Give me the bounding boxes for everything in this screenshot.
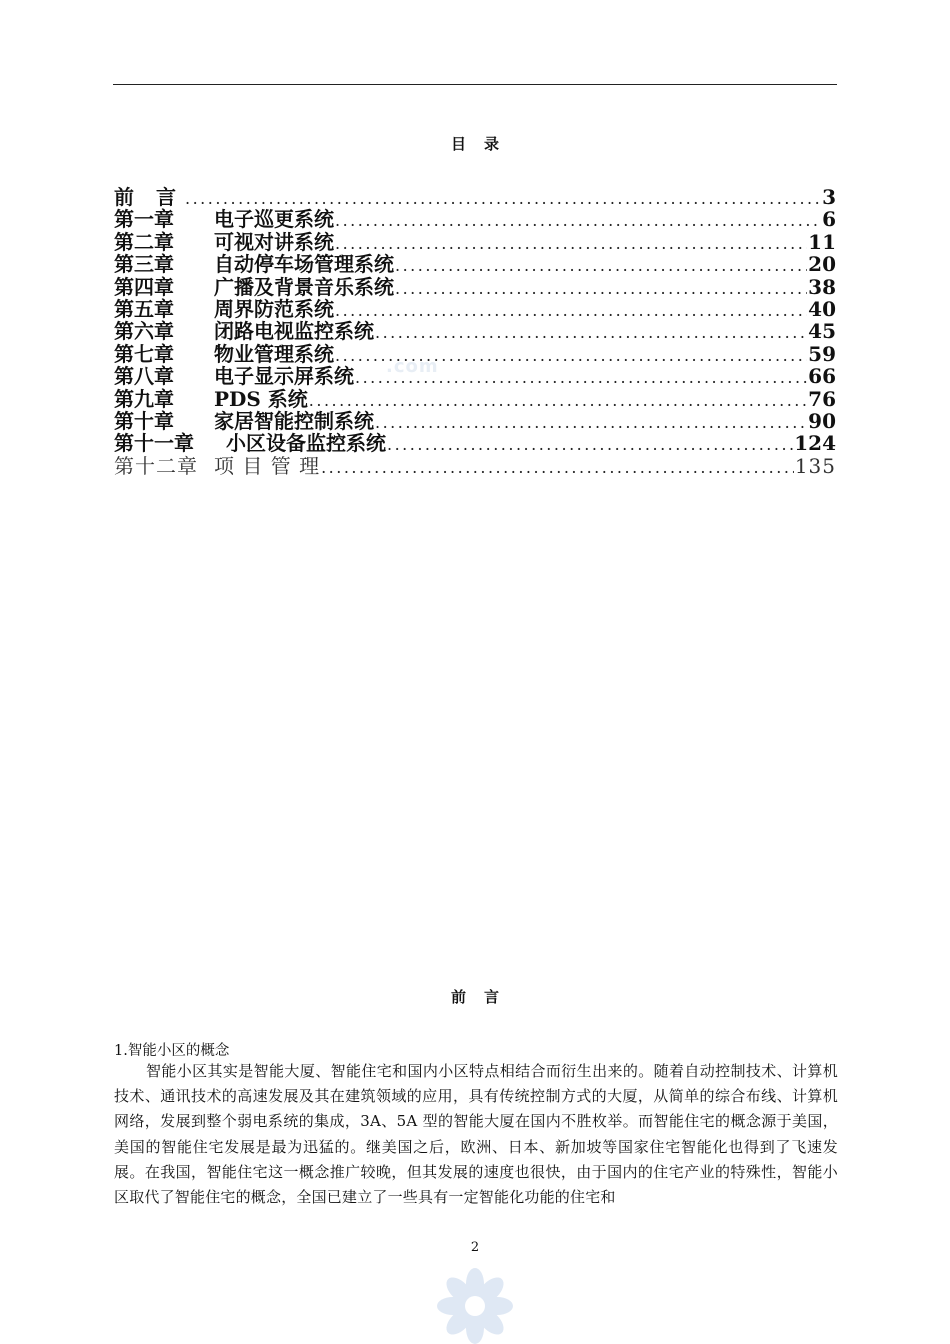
toc-title: 可视对讲系统 xyxy=(214,230,334,254)
toc-leader xyxy=(387,434,793,454)
toc-page-number: 124 xyxy=(794,432,836,455)
toc-title: 家居智能控制系统 xyxy=(214,409,374,433)
toc-entry[interactable] xyxy=(114,388,836,410)
table-of-contents xyxy=(114,186,836,477)
toc-chapter: 第三章 xyxy=(114,253,174,276)
toc-leader xyxy=(395,278,807,298)
toc-chapter: 第二章 xyxy=(114,230,174,254)
toc-leader xyxy=(375,322,807,342)
toc-page-number: 76 xyxy=(808,387,836,410)
toc-leader xyxy=(309,390,807,410)
toc-title: 周界防范系统 xyxy=(214,297,334,321)
toc-heading: 目录 xyxy=(450,135,517,153)
toc-page-number: 59 xyxy=(808,342,836,366)
toc-entry[interactable] xyxy=(114,208,836,230)
toc-chapter: 第五章 xyxy=(114,297,174,321)
snowflake-logo-icon xyxy=(430,1262,520,1344)
toc-leader xyxy=(335,233,807,253)
toc-title: 小区设备监控系统 xyxy=(226,432,386,455)
toc-title: 自动停车场管理系统 xyxy=(214,253,394,276)
toc-chapter: 第七章 xyxy=(114,342,174,366)
toc-chapter: 前言 xyxy=(114,186,198,209)
toc-chapter: 第八章 xyxy=(114,365,174,388)
preface-paragraph: 智能小区其实是智能大厦、智能住宅和国内小区特点相结合而衍生出来的。随着自动控制技术、计算机技术、通讯技术的高速发展及其在建筑领域的应用，具有传统控制方式的大厦，从简单的综合布线、计算机网络，发展到整个弱电系统的集成，3A、5A 型的智能大厦在国内不胜枚举。而智能住宅的概念源于美国，美国的智能住宅发展是最为迅猛的。继美国之后，欧洲、日本、新加坡等国家住宅智能化也得到了飞速发展。在我国，智能住宅这一概念推广较晚，但其发展的速度也很快，由于国内的住宅产业的特殊性，智能小区取代了智能住宅的概念，全国已建立了一些具有一定智能化功能的住宅和 xyxy=(114,1062,838,1207)
toc-chapter: 第九章 xyxy=(114,387,174,410)
toc-page-number: 38 xyxy=(808,275,836,298)
toc-entry[interactable] xyxy=(114,253,836,275)
section-title: 1.智能小区的概念 xyxy=(114,1043,230,1059)
header-rule xyxy=(113,84,837,85)
toc-chapter: 第四章 xyxy=(114,275,174,298)
toc-page-number: 11 xyxy=(808,230,836,254)
toc-title: 电子巡更系统 xyxy=(214,208,334,231)
toc-entry[interactable] xyxy=(114,410,836,432)
toc-entry[interactable] xyxy=(114,343,836,365)
toc-leader xyxy=(335,300,807,320)
toc-title: PDS 系统 xyxy=(214,387,308,410)
toc-title: 物业管理系统 xyxy=(214,342,334,366)
toc-leader xyxy=(185,188,821,208)
toc-title: 电子显示屏系统 xyxy=(214,365,354,388)
toc-page-number: 66 xyxy=(808,365,836,388)
toc-page-number: 3 xyxy=(822,186,836,209)
toc-page-number: 6 xyxy=(822,208,836,231)
toc-title: 项 目 管 理 xyxy=(214,454,321,478)
toc-entry[interactable] xyxy=(114,432,836,454)
toc-entry[interactable] xyxy=(114,231,836,253)
toc-entry[interactable] xyxy=(114,320,836,342)
toc-leader xyxy=(335,210,821,230)
toc-chapter: 第六章 xyxy=(114,320,174,343)
toc-page-number: 90 xyxy=(808,409,836,433)
toc-page-number: 45 xyxy=(808,320,836,343)
toc-entry[interactable] xyxy=(114,365,836,387)
toc-chapter: 第一章 xyxy=(114,208,174,231)
toc-page-number: 20 xyxy=(808,253,836,276)
toc-leader xyxy=(395,255,807,275)
page-number: 2 xyxy=(470,1240,480,1255)
toc-leader xyxy=(321,457,794,477)
toc-entry[interactable] xyxy=(114,455,836,477)
toc-chapter: 第十章 xyxy=(114,409,174,433)
toc-chapter: 第十一章 xyxy=(114,432,194,455)
toc-leader xyxy=(375,412,807,432)
toc-entry[interactable] xyxy=(114,298,836,320)
preface-heading: 前言 xyxy=(450,988,517,1006)
toc-entry-preface[interactable] xyxy=(114,186,836,208)
toc-chapter: 第十二章 xyxy=(114,454,198,478)
toc-page-number: 40 xyxy=(808,297,836,321)
toc-title: 闭路电视监控系统 xyxy=(214,320,374,343)
toc-title: 广播及背景音乐系统 xyxy=(214,275,394,298)
toc-page-number: 135 xyxy=(794,454,836,478)
watermark-text: .com xyxy=(386,356,439,377)
toc-entry[interactable] xyxy=(114,276,836,298)
